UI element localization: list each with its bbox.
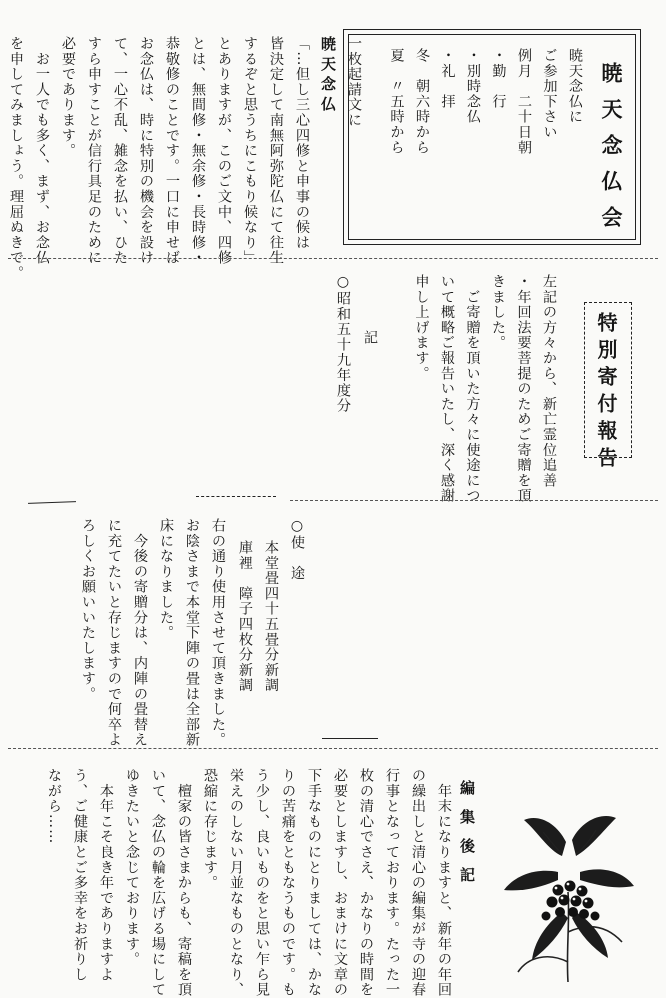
akatsuki-nembutsu-subheading: 一枚起請文に xyxy=(346,36,362,128)
editor-note-line: 檀家の皆さまからも、寄稿を頂 xyxy=(176,768,192,998)
akatsuki-line: 冬 朝六時から xyxy=(414,48,430,156)
editor-note-line: りの苦痛をともなうものです。も xyxy=(280,768,296,998)
akatsuki-line: ご参加下さい xyxy=(541,48,558,140)
nembutsu-line: とありますが、このご文中、四修 xyxy=(216,36,232,266)
akatsuki-line: 夏 〃五時から xyxy=(388,48,405,156)
page-mark-right xyxy=(322,738,378,739)
usage-line: 今後の寄贈分は、内陣の畳替え xyxy=(132,518,148,748)
editor-note-line: ゆきたいと念じております。 xyxy=(124,768,140,967)
flower-illustration xyxy=(498,812,638,992)
akatsuki-line: ・別時念仏 xyxy=(465,48,481,125)
usage-item: 庫裡 障子四枚分新調 xyxy=(237,540,253,693)
editor-note-line: う少し、良いものをと思い乍ら見 xyxy=(254,768,270,998)
donation-line: いて概略ご報告いたし、深く感謝 xyxy=(439,274,455,504)
editor-note-line: いて、念仏の輪を広げる場にして xyxy=(150,768,166,998)
nembutsu-line: を申してみましょう。理屈ぬきで。 xyxy=(8,36,24,281)
akatsuki-line: ・礼 拝 xyxy=(439,48,456,110)
donation-title: 特別寄付報告 xyxy=(594,312,618,474)
page-mark-center xyxy=(196,496,276,497)
editor-note-line: 年末になりますと、新年の年回 xyxy=(436,768,452,998)
editor-note-line: 枚の清心でさえ、かなりの時間を xyxy=(358,768,374,998)
donation-line: きました。 xyxy=(490,274,506,351)
nembutsu-line: 「…但し三心四修と申事の候は xyxy=(294,36,310,251)
usage-line: 床になりました。 xyxy=(158,518,174,641)
editor-note-line: の繰出しと清心の編集が寺の迎春 xyxy=(410,768,426,998)
akatsuki-nembutsu-heading: 暁天念仏 xyxy=(319,36,337,116)
nembutsu-line: 恭敬修のことです。一口に申せば xyxy=(164,36,180,266)
editor-note-line: 本年こそ良き年でありますよ xyxy=(98,768,114,983)
usage-line: ろしくお願いいたします。 xyxy=(80,518,96,702)
donation-line: 申し上げます。 xyxy=(413,274,430,382)
nembutsu-line: お一人でも多く、まず、お念仏 xyxy=(34,36,50,266)
donation-line: ご寄贈を頂いた方々に使途につ xyxy=(464,274,481,504)
donation-line: ・年回法要菩提のためご寄贈を頂 xyxy=(515,274,532,504)
usage-heading: ○使 途 xyxy=(289,518,305,581)
editor-note-line: 行事となっております。たった一 xyxy=(384,768,400,998)
nembutsu-line: て、一心不乱、雑念を払い、ひた xyxy=(112,36,128,266)
nembutsu-line: 必要であります。 xyxy=(60,36,76,159)
divider-1 xyxy=(8,258,658,259)
akatsuki-line: 暁天念仏に xyxy=(567,48,583,125)
nembutsu-line: とは、無間修・無余修・長時修・ xyxy=(190,36,206,266)
nembutsu-line: すら申すことが信行具足のために xyxy=(86,36,102,266)
usage-line: 右の通り使用させて頂きました。 xyxy=(210,518,226,748)
nembutsu-line: 皆決定して南無阿弥陀仏にて往生 xyxy=(268,36,284,266)
donation-ki: 記 xyxy=(362,330,378,346)
akatsuki-line: 例月 二十日朝 xyxy=(516,48,532,156)
editor-note-line: 恐縮に存じます。 xyxy=(202,768,218,891)
nembutsu-line: するぞと思うちにこもり候なり」 xyxy=(242,36,258,266)
editor-note-line: ながら…… xyxy=(46,768,62,845)
editor-note-line: 栄えのしない月並なものとなり、 xyxy=(228,768,244,998)
nembutsu-line: お念仏は、時に特別の機会を設け xyxy=(138,36,154,266)
donation-fiscal-year: ○昭和五十九年度分 xyxy=(335,274,351,414)
usage-line: お陰さまで本堂下陣の畳は全部新 xyxy=(184,518,200,748)
editor-note-line: 下手なものにとりましては、かな xyxy=(306,768,322,998)
usage-item: 本堂畳四十五畳分新調 xyxy=(263,540,279,693)
divider-3 xyxy=(8,748,658,749)
page-mark-left xyxy=(28,501,76,504)
usage-line: に充てたいと存じますので何卒よ xyxy=(106,518,122,748)
editor-note-heading: 編集後記 xyxy=(458,780,476,896)
donation-line: 左記の方々から、新亡霊位追善 xyxy=(541,274,557,489)
editor-note-line: う、ご健康とご多幸をお祈りし xyxy=(72,768,88,983)
akatsuki-line: ・勤 行 xyxy=(490,48,507,110)
akatsuki-title: 暁天念仏会 xyxy=(599,62,624,242)
divider-2 xyxy=(290,500,658,501)
editor-note-line: 必要としますし、おまけに文章の xyxy=(332,768,348,998)
